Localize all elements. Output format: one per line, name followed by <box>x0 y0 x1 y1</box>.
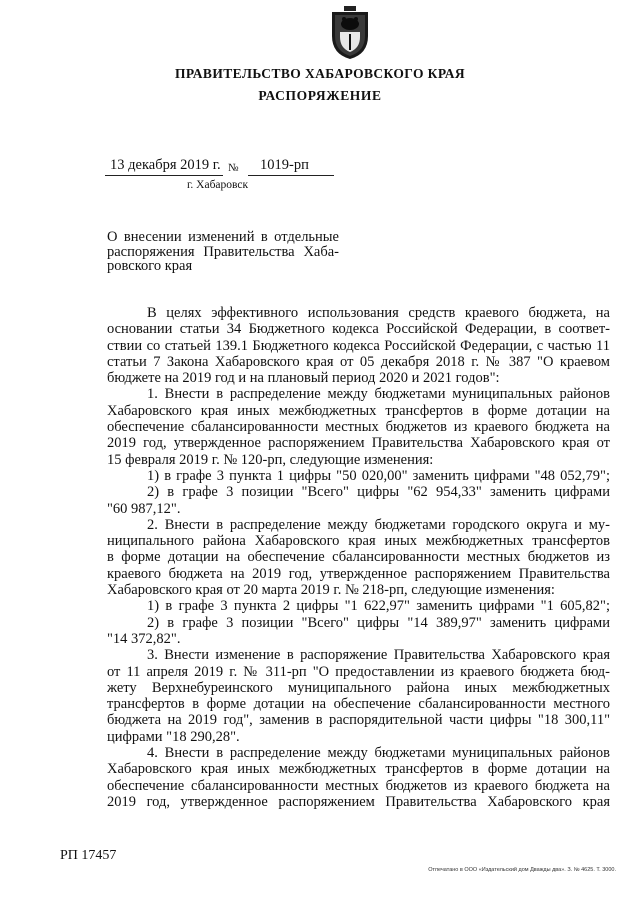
body-line-text: бюджета на 2019 год", заменив в распорядительной части цифры "18 300,11" <box>107 712 610 729</box>
body-line <box>107 305 610 321</box>
body-line-text: ниципального района Хабаровского края иных межбюджетных трансфертов <box>107 533 610 550</box>
body-line <box>107 598 610 614</box>
body-line <box>107 664 610 680</box>
date-underline <box>105 175 223 176</box>
body-line-text: 1) в графе 3 пункта 1 цифры "50 020,00" заменить цифрами "48 052,79"; <box>147 467 610 484</box>
body-line <box>107 631 610 647</box>
number-sign: № <box>228 162 239 174</box>
body-line-text: 2019 год, утвержденное распоряжением Правительства Хабаровского края от <box>107 435 610 452</box>
body-line <box>107 321 610 337</box>
body-line-text: основании статьи 34 Бюджетного кодекса Российской Федерации, в соответ- <box>107 321 610 338</box>
body-line <box>107 517 610 533</box>
body-line <box>107 468 610 484</box>
subject-line: ровского края <box>107 258 193 274</box>
document-city: г. Хабаровск <box>187 179 249 191</box>
body-line-text: обеспечение сбалансированности местных бюджетов из краевого бюджета на <box>107 777 610 794</box>
document-date: 13 декабря 2019 г. <box>110 157 221 173</box>
body-line-text: в форме дотации на обеспечение сбалансированности местных бюджетов из <box>107 549 610 566</box>
body-line <box>107 729 610 745</box>
body-line-text: обеспечение сбалансированности местных бюджетов из краевого бюджета на <box>107 419 610 436</box>
subject-line: О внесении изменений в отдельные <box>107 229 339 245</box>
organization-title: ПРАВИТЕЛЬСТВО ХАБАРОВСКОГО КРАЯ <box>174 66 466 81</box>
document-subject <box>107 230 339 274</box>
body-line <box>107 647 610 663</box>
body-line-text: 15 февраля 2019 г. № 120-рп, следующие изменения: <box>107 451 434 468</box>
body-line <box>107 354 610 370</box>
body-line-text: Хабаровского края иных межбюджетных трансфертов в форме дотации на <box>107 761 610 778</box>
body-line <box>107 566 610 582</box>
body-line <box>107 615 610 631</box>
body-line <box>107 582 610 598</box>
body-line-text: 2) в графе 3 позиции "Всего" цифры "14 389,97" заменить цифрами <box>147 614 610 631</box>
body-line <box>107 696 610 712</box>
body-line-text: 1. Внести в распределение между бюджетами муниципальных районов <box>147 386 610 403</box>
body-line-text: Хабаровского края иных межбюджетных трансфертов в форме дотации на <box>107 402 610 419</box>
document-type: РАСПОРЯЖЕНИЕ <box>258 88 382 103</box>
body-line <box>107 419 610 435</box>
body-line <box>107 338 610 354</box>
number-underline <box>248 175 334 176</box>
body-line <box>107 712 610 728</box>
body-line-text: статьи 7 Закона Хабаровского края от 05 декабря 2018 г. № 387 "О краевом <box>107 353 610 370</box>
body-line <box>107 533 610 549</box>
footer-printing-note: Отпечатано в ООО «Издательский дом Дважды два». З. № 4625. Т. 3000. <box>428 867 616 873</box>
body-line-text: "14 372,82". <box>107 630 181 647</box>
document-body <box>107 305 610 810</box>
body-line-text: от 11 апреля 2019 г. № 311-рп "О предоставлении из краевого бюджета бюд- <box>107 663 610 680</box>
body-line-text: "60 987,12". <box>107 500 181 517</box>
footer-registration-code: РП 17457 <box>60 848 117 863</box>
body-line <box>107 435 610 451</box>
body-line <box>107 484 610 500</box>
body-line <box>107 794 610 810</box>
body-line-text: трансфертов в форме дотации на обеспечение сбалансированности местного <box>107 696 610 713</box>
body-line-text: бюджете на 2019 год и на плановый период 2020 и 2021 годов": <box>107 370 500 387</box>
body-line-text: 1) в графе 3 пункта 2 цифры "1 622,97" заменить цифрами "1 605,82"; <box>147 598 610 615</box>
body-line-text: краевого бюджета на 2019 год, утвержденное распоряжением Правительства <box>107 565 610 582</box>
coat-of-arms-icon <box>330 6 370 60</box>
body-line-text: В целях эффективного использования средств краевого бюджета, на <box>147 305 610 321</box>
body-line-text: Хабаровского края от 20 марта 2019 г. № 218-рп, следующие изменения: <box>107 582 555 599</box>
body-line-text: цифрами "18 290,28". <box>107 728 240 745</box>
document-number: 1019-рп <box>260 157 309 173</box>
body-line-text: 3. Внести изменение в распоряжение Правительства Хабаровского края <box>147 647 610 664</box>
body-line <box>107 386 610 402</box>
body-line-text: ствии со статьей 139.1 Бюджетного кодекса Российской Федерации, с частью 11 <box>107 337 610 354</box>
body-line-text: жету Верхнебуреинского муниципального района иных межбюджетных <box>107 679 610 696</box>
body-line-text: 2019 год, утвержденное распоряжением Правительства Хабаровского края <box>107 793 610 810</box>
body-line <box>107 501 610 517</box>
body-line <box>107 778 610 794</box>
body-line-text: 2) в графе 3 позиции "Всего" цифры "62 954,33" заменить цифрами <box>147 484 610 501</box>
body-line <box>107 370 610 386</box>
body-line <box>107 745 610 761</box>
body-line <box>107 403 610 419</box>
body-line <box>107 761 610 777</box>
body-line <box>107 549 610 565</box>
body-line <box>107 452 610 468</box>
subject-line: распоряжения Правительства Хаба- <box>107 243 339 260</box>
body-line-text: 4. Внести в распределение между бюджетами муниципальных районов <box>147 745 610 762</box>
body-line-text: 2. Внести в распределение между бюджетами городского округа и му- <box>147 516 610 533</box>
body-line <box>107 680 610 696</box>
